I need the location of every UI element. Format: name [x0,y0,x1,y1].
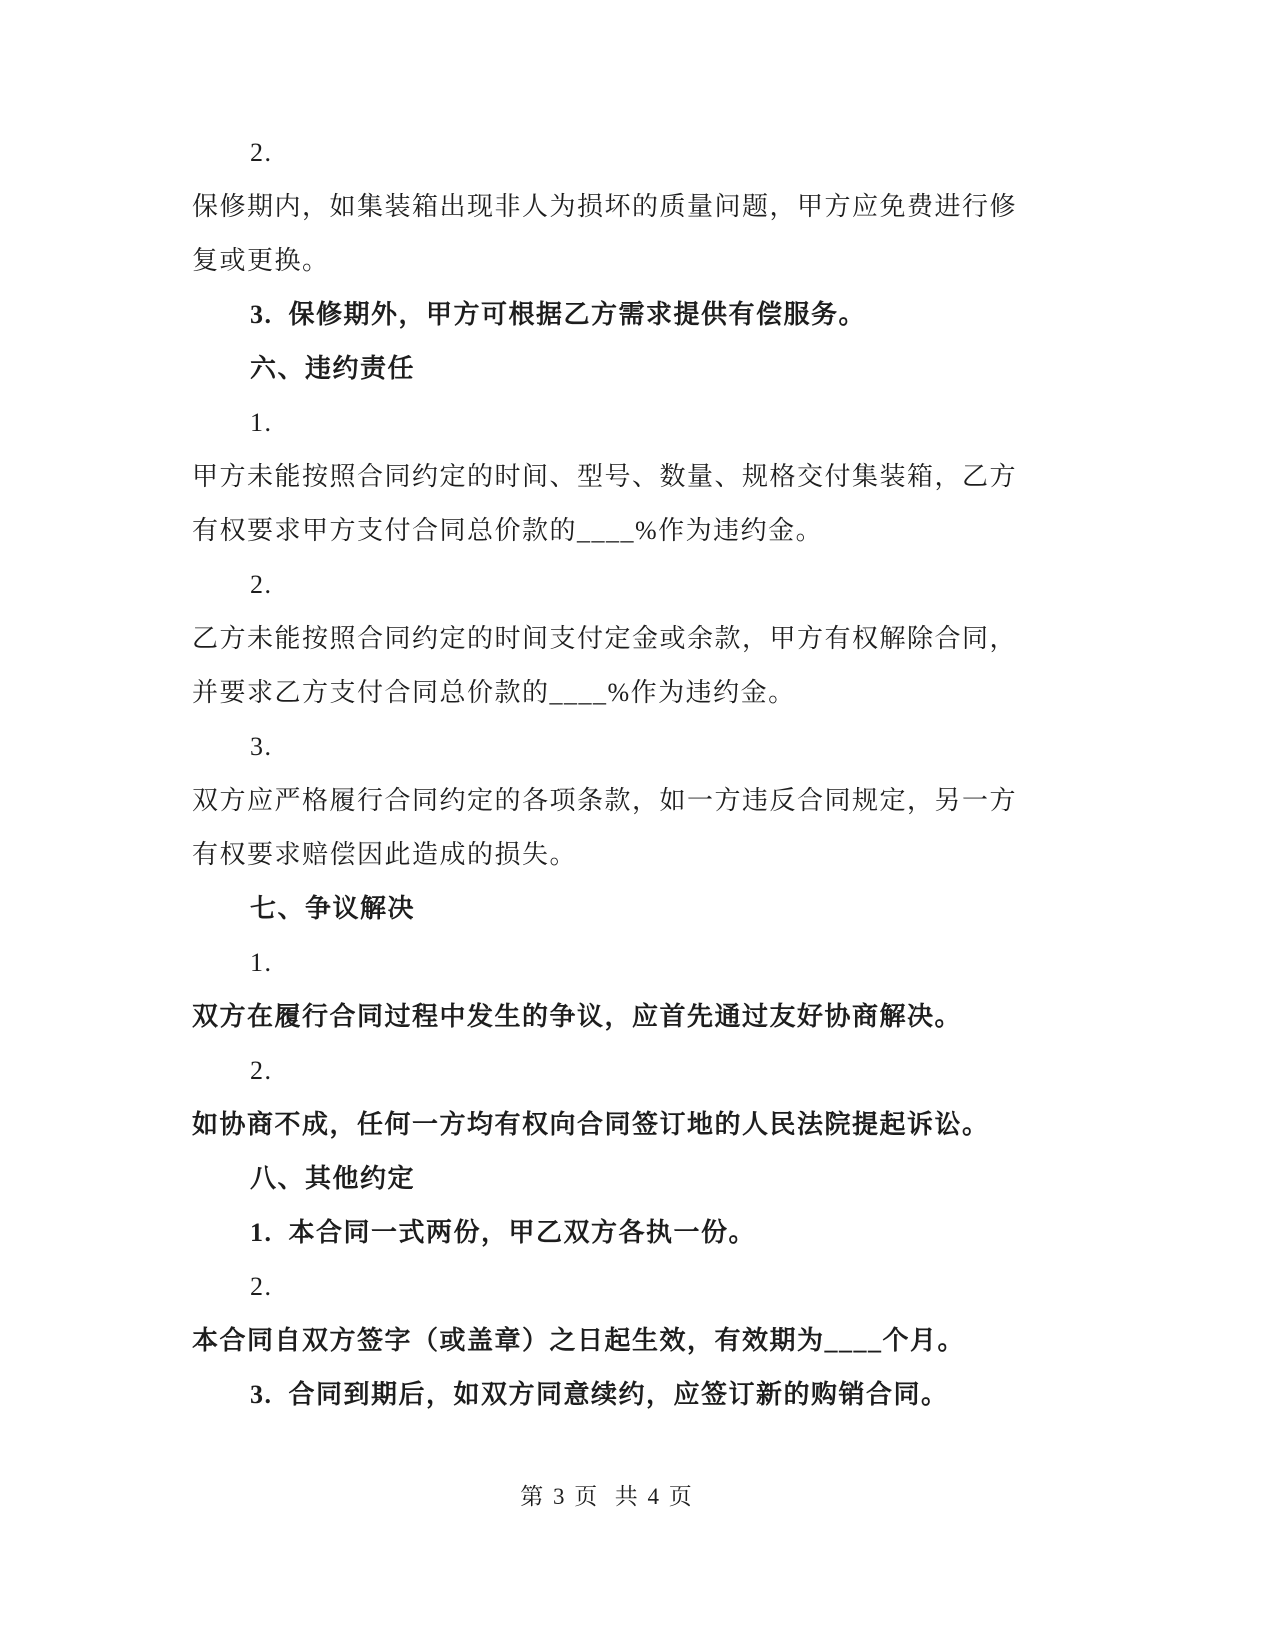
clause-line: 如协商不成，任何一方均有权向合同签订地的人民法院提起诉讼。 [192,1110,990,1139]
clause-line: 双方在履行合同过程中发生的争议，应首先通过友好协商解决。 [192,1002,963,1031]
clause-line: 本合同自双方签字（或盖章）之日起生效，有效期为____个月。 [192,1326,966,1355]
section-heading-8: 八、其他约定 [250,1164,416,1193]
paragraph-line: 双方应严格履行合同约定的各项条款，如一方违反合同规定，另一方 [192,786,1018,815]
item-number: 2. [250,1272,273,1301]
item-number: 1. [250,948,273,977]
item-number: 2. [250,570,273,599]
clause-line: 1. 本合同一式两份，甲乙双方各执一份。 [250,1218,757,1247]
item-number: 3. [250,732,273,761]
item-number: 1. [250,408,273,437]
paragraph-line: 有权要求甲方支付合同总价款的____%作为违约金。 [192,516,824,545]
page-number: 第 3 页 共 4 页 [520,1484,694,1509]
paragraph-line: 有权要求赔偿因此造成的损失。 [192,840,578,869]
paragraph-line: 复或更换。 [192,246,330,275]
item-number: 2. [250,1056,273,1085]
clause-line: 3. 保修期外，甲方可根据乙方需求提供有偿服务。 [250,300,867,329]
section-heading-6: 六、违约责任 [250,354,416,383]
paragraph-line: 并要求乙方支付合同总价款的____%作为违约金。 [192,678,796,707]
section-heading-7: 七、争议解决 [250,894,416,923]
paragraph-line: 甲方未能按照合同约定的时间、型号、数量、规格交付集装箱，乙方 [192,462,1018,491]
clause-line: 3. 合同到期后，如双方同意续约，应签订新的购销合同。 [250,1380,949,1409]
item-number: 2. [250,138,273,167]
paragraph-line: 保修期内，如集装箱出现非人为损坏的质量问题，甲方应免费进行修 [192,192,1018,221]
paragraph-line: 乙方未能按照合同约定的时间支付定金或余款，甲方有权解除合同， [192,624,1018,653]
